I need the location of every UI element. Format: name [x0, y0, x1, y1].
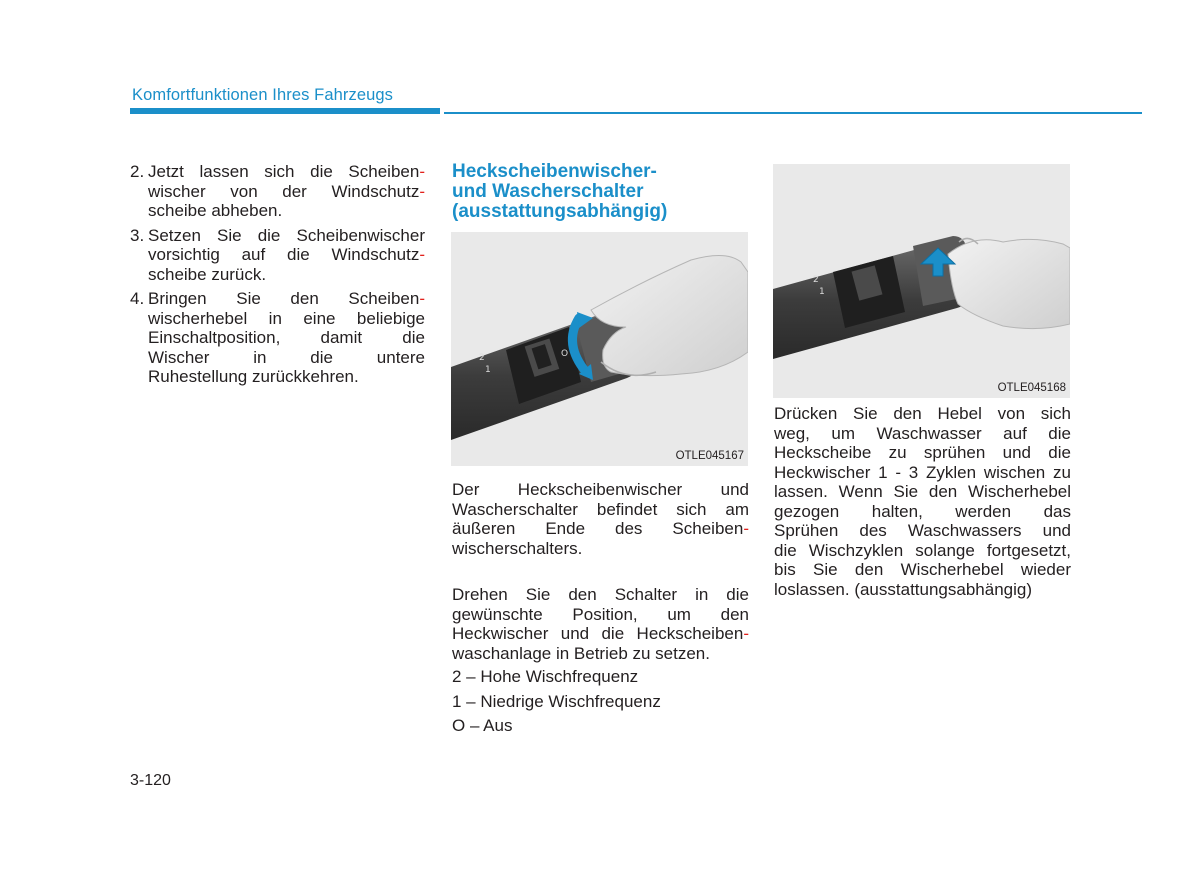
step-line: Jetzt lassen sich die Scheiben- [148, 162, 425, 181]
header-rule [444, 112, 1142, 114]
text-line: Sprühen des Waschwassers und [774, 521, 1071, 540]
text-line: Drücken Sie den Hebel von sich [774, 404, 1071, 423]
hyphen-mark: - [419, 245, 425, 264]
text-line: waschanlage in Betrieb zu setzen. [452, 643, 710, 663]
text-line: Heckwischer 1 - 3 Zyklen wischen zu [774, 462, 1071, 482]
step-line: Bringen Sie den Scheiben- [148, 289, 425, 308]
text-line: wischerschalters. [452, 538, 583, 558]
text-line: Wascherschalter befindet sich am [452, 499, 749, 519]
hyphen-mark: - [743, 624, 749, 643]
text-line: gewünschte Position, um den [452, 604, 749, 624]
chapter-title: Komfortfunktionen Ihres Fahrzeugs [132, 86, 394, 104]
step-line: scheibe abheben. [148, 201, 283, 220]
position-item: 1 – Niedrige Wischfrequenz [452, 692, 661, 711]
text-line: Heckscheibe zu sprühen und die [774, 443, 1071, 462]
figure-code: OTLE045167 [675, 450, 744, 462]
step-line: vorsichtig auf die Windschutz- [148, 245, 425, 264]
step-line: Einschaltposition, damit die [148, 328, 425, 347]
text-line: Der Heckscheibenwischer und [452, 480, 749, 499]
text-line: weg, um Waschwasser auf die [774, 423, 1071, 443]
text-line: lassen. Wenn Sie den Wischerhebel [774, 482, 1071, 501]
step-number: 3. [130, 225, 145, 245]
text-line: bis Sie den Wischerhebel wieder [774, 560, 1071, 579]
heading-line: und Wascherschalter [452, 181, 644, 202]
step-line: Setzen Sie die Scheibenwischer [148, 225, 425, 245]
svg-text:O: O [561, 349, 569, 359]
figure-rear-wiper-rotate [451, 232, 748, 466]
paragraph-rotate [452, 585, 749, 663]
hyphen-mark: - [419, 289, 425, 308]
text-line: äußeren Ende des Scheiben- [452, 519, 749, 538]
paragraph-washer [774, 404, 1071, 599]
text-line: Drehen Sie den Schalter in die [452, 585, 749, 604]
step-line: scheibe zurück. [148, 264, 267, 284]
page-number: 3-120 [130, 772, 171, 789]
heading-line: (ausstattungsabhängig) [452, 201, 668, 222]
position-item: O – Aus [452, 716, 513, 735]
list-item [130, 226, 425, 285]
hyphen-mark: - [419, 162, 425, 181]
step-line: Wischer in die untere [148, 347, 425, 367]
step-line: wischerhebel in eine beliebige [148, 308, 425, 328]
figure-rear-wiper-push [773, 164, 1070, 398]
header-accent-bar [130, 108, 440, 114]
text-line: loslassen. (ausstattungsabhängig) [774, 579, 1032, 599]
svg-text:2: 2 [813, 275, 819, 285]
rear-wiper-switch-push-illustration [773, 164, 1070, 398]
svg-text:1: 1 [819, 287, 825, 297]
text-line: gezogen halten, werden das [774, 501, 1071, 521]
section-heading [452, 162, 752, 222]
hyphen-mark: - [743, 519, 749, 538]
text-line: Heckwischer und die Heckscheiben- [452, 624, 749, 643]
paragraph-location [452, 480, 749, 558]
step-number: 2. [130, 162, 145, 181]
list-item [130, 162, 425, 221]
step-number: 4. [130, 289, 145, 308]
svg-text:1: 1 [485, 365, 491, 375]
position-item: 2 – Hohe Wischfrequenz [452, 667, 639, 686]
svg-text:2: 2 [479, 353, 485, 363]
figure-code: OTLE045168 [997, 382, 1066, 394]
heading-line: Heckscheibenwischer- [452, 161, 657, 182]
text-line: die Wischzyklen solange fortgesetzt, [774, 540, 1071, 560]
steps-list [130, 162, 425, 392]
list-item [130, 289, 425, 387]
step-line: wischer von der Windschutz- [148, 181, 425, 201]
step-line: Ruhestellung zurückkehren. [148, 367, 359, 386]
hyphen-mark: - [419, 181, 425, 201]
rear-wiper-switch-rotate-illustration [451, 232, 748, 466]
